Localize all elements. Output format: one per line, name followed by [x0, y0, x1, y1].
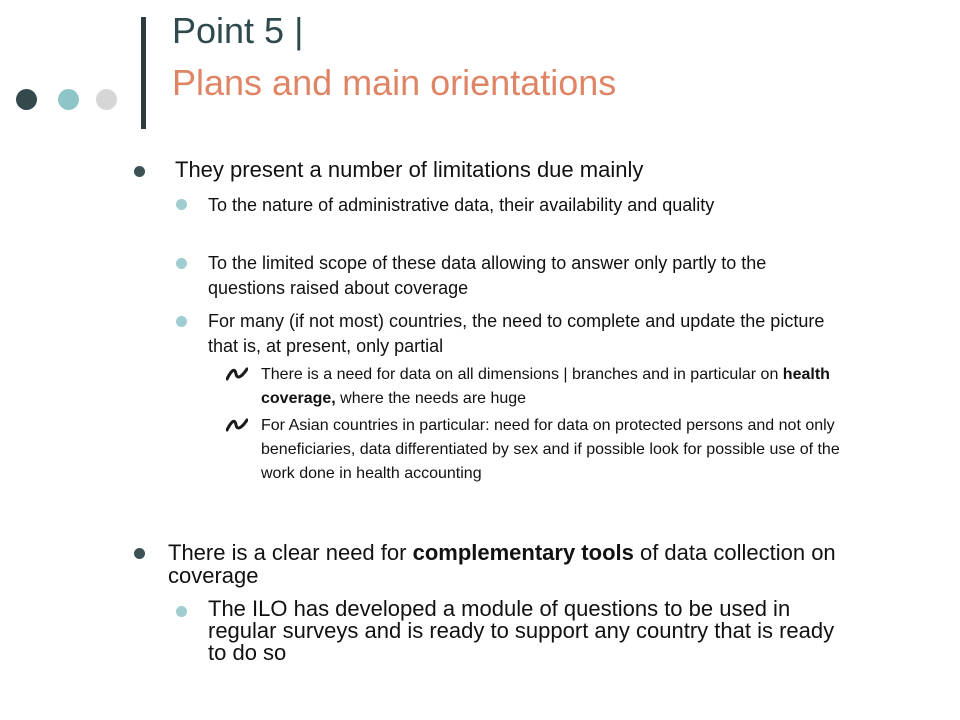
bullet-2-text-after: of data collection on coverage	[168, 540, 836, 588]
sub-bullet-text: For many (if not most) countries, the need to complete and update the picture that is, at present, only partial	[208, 311, 825, 356]
bullet-dot-icon	[176, 258, 187, 269]
bullet-dot-icon	[134, 548, 145, 559]
bullet-1-text: They present a number of limitations due mainly	[175, 157, 644, 182]
sub-bullet-text: The ILO has developed a module of questions to be used in regular surveys and is ready to support any country that is ready to do so	[208, 596, 835, 665]
subsub-bullet-text	[261, 363, 851, 411]
sub-bullet-text: To the limited scope of these data allowing to answer only partly to the questions raised about coverage	[208, 253, 767, 298]
subsub-text-bold: health coverage,	[261, 366, 830, 407]
bullet-2-text	[168, 541, 848, 587]
bullet-dot-icon	[176, 199, 187, 210]
title-divider-bar	[141, 17, 146, 129]
decor-dot-teal	[58, 89, 79, 110]
bullet-2-text-bold: complementary tools	[412, 540, 634, 565]
decor-dot-dark	[16, 89, 37, 110]
subsub-text-before: There is a need for data on all dimensions | branches and in particular on	[261, 366, 783, 383]
subsub-text-after: where the needs are huge	[335, 390, 527, 407]
slide-title-line2: Plans and main orientations	[172, 62, 617, 103]
bullet-dot-icon	[176, 606, 187, 617]
slide-title-line1: Point 5 |	[172, 10, 304, 51]
decor-dot-grey	[96, 89, 117, 110]
squiggle-bullet-icon	[226, 418, 248, 432]
sub-bullet-text: To the nature of administrative data, their availability and quality	[208, 195, 715, 215]
subsub-bullet-text: For Asian countries in particular: need for data on protected persons and not only beneficiaries, data differentiated by sex and if possible look for possible use of the work done in health accounting	[261, 417, 840, 482]
bullet-2-text-before: There is a clear need for	[168, 540, 413, 565]
bullet-dot-icon	[176, 316, 187, 327]
bullet-dot-icon	[134, 166, 145, 177]
squiggle-bullet-icon	[226, 367, 248, 381]
